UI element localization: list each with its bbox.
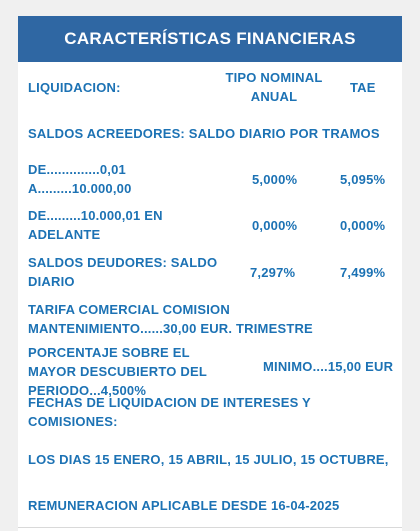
liquidacion-label: LIQUIDACION: — [28, 80, 121, 95]
tae-heading: TAE — [350, 80, 376, 95]
tramo1-line1: DE..............0,01 — [28, 162, 126, 177]
deudores-line2: DIARIO — [28, 274, 75, 289]
bottom-divider — [18, 527, 402, 528]
tipo-nominal-heading — [208, 68, 340, 106]
porcentaje-line1: PORCENTAJE SOBRE EL — [28, 345, 190, 360]
tramo2-line2: ADELANTE — [28, 227, 101, 242]
remuneracion-aplicable: REMUNERACION APLICABLE DESDE 16-04-2025 — [28, 498, 340, 513]
minimo-value: MINIMO....15,00 EUR — [263, 359, 394, 374]
tipo-nominal-line1: TIPO NOMINAL — [225, 70, 323, 85]
tramo2-tae: 0,000% — [340, 218, 386, 233]
deudores-tipo: 7,297% — [250, 265, 296, 280]
porcentaje-line3: PERIODO...4,500% — [28, 383, 147, 398]
saldos-acreedores-label: SALDOS ACREEDORES: SALDO DIARIO POR TRAMOS — [28, 126, 380, 141]
financial-characteristics-card — [18, 16, 402, 531]
tarifa-comercial — [28, 300, 313, 338]
porcentaje-line2: MAYOR DESCUBIERTO DEL — [28, 364, 208, 379]
tipo-nominal-line2: ANUAL — [250, 89, 298, 104]
deudores-tae: 7,499% — [340, 265, 386, 280]
fechas-line2: COMISIONES: — [28, 414, 118, 429]
tramo1-range — [28, 160, 132, 198]
dias-liquidacion: LOS DIAS 15 ENERO, 15 ABRIL, 15 JULIO, 15 OCTUBRE, — [28, 452, 389, 467]
deudores-line1: SALDOS DEUDORES: SALDO — [28, 255, 218, 270]
tramo1-line2: A.........10.000,00 — [28, 181, 132, 196]
porcentaje-descubierto — [28, 343, 208, 398]
fechas-line1: FECHAS DE LIQUIDACION DE INTERESES Y — [28, 395, 311, 410]
tarifa-line1: TARIFA COMERCIAL COMISION — [28, 302, 230, 317]
tramo1-tipo: 5,000% — [252, 172, 298, 187]
deudores-label — [28, 253, 217, 291]
tramo2-range — [28, 206, 163, 244]
tramo2-line1: DE.........10.000,01 EN — [28, 208, 163, 223]
card-title: CARACTERÍSTICAS FINANCIERAS — [64, 29, 356, 48]
fechas-liquidacion — [28, 393, 311, 431]
card-header — [18, 16, 402, 62]
tarifa-line2: MANTENIMIENTO......30,00 EUR. TRIMESTRE — [28, 321, 313, 336]
tramo2-tipo: 0,000% — [252, 218, 298, 233]
tramo1-tae: 5,095% — [340, 172, 386, 187]
